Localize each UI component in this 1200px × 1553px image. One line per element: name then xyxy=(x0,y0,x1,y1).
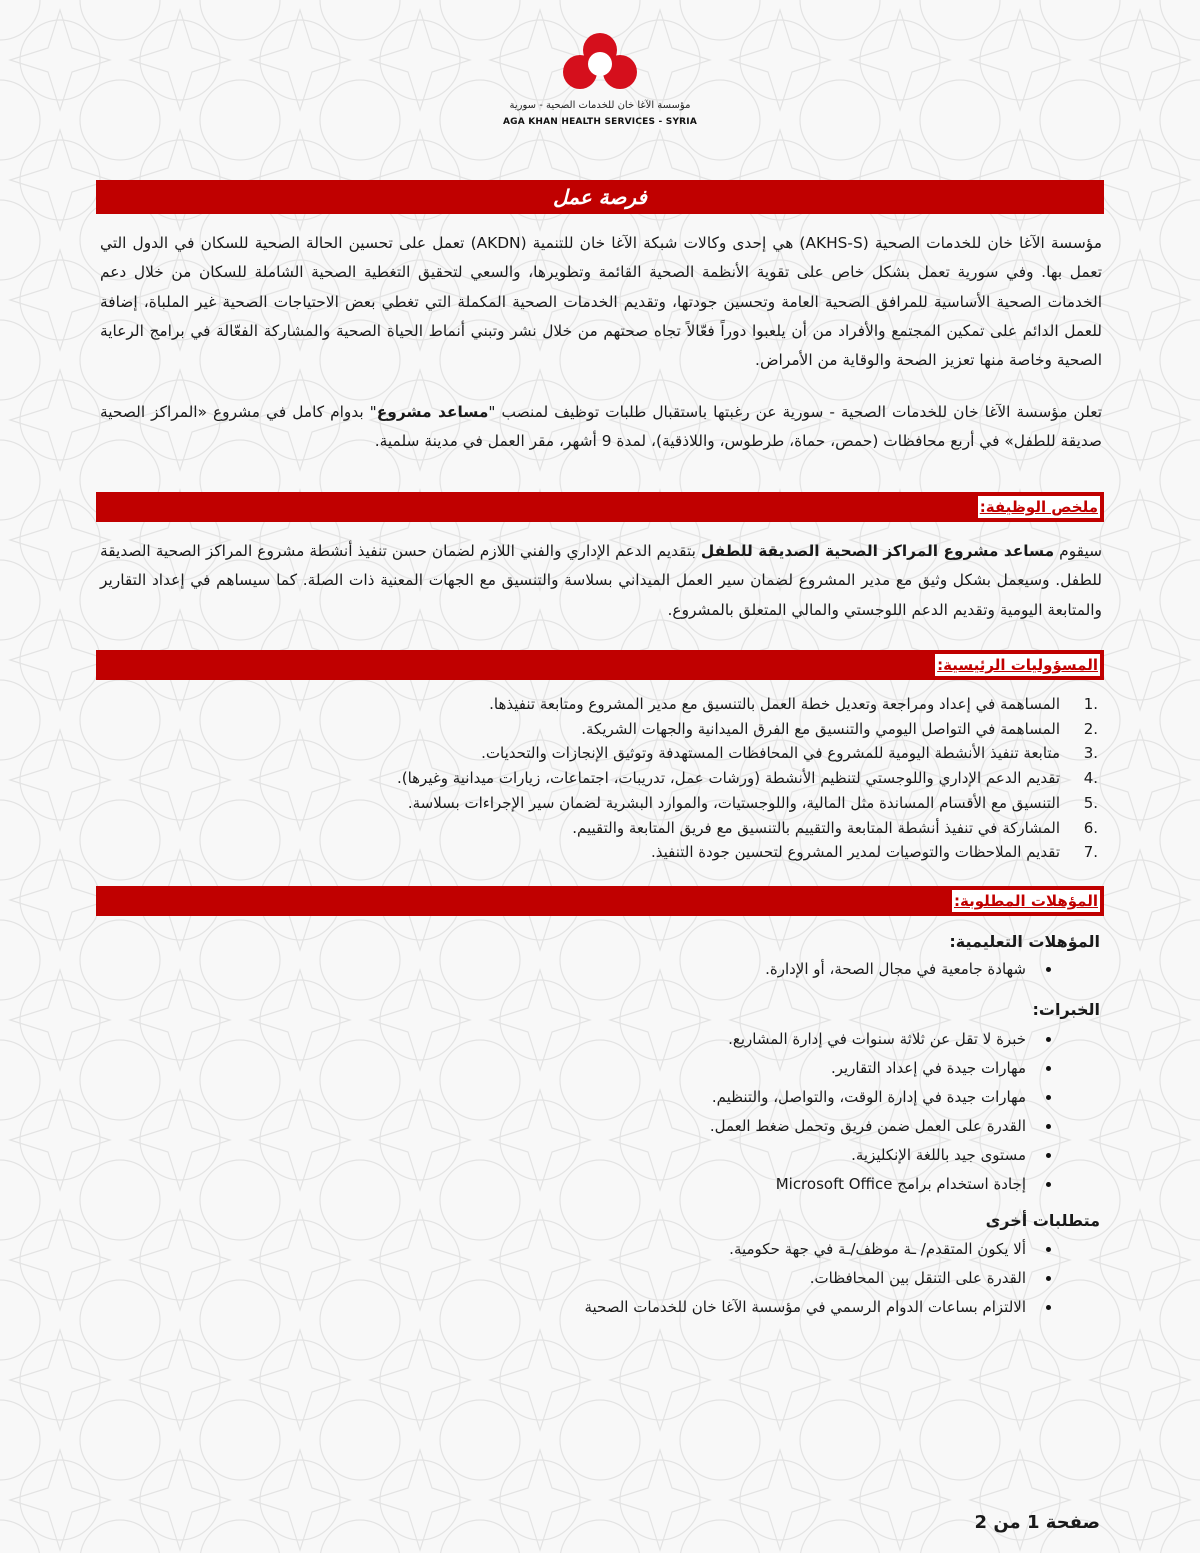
summary-paragraph: سيقوم مساعد مشروع المراكز الصحية الصديقة للطفل بتقديم الدعم الإداري والفني اللازم لضمان حسن تنفيذ أنشطة مشروع المراكز الصحية الصديقة للطفل. وسيعمل بشكل وثيق مع مدير المشروع لضمان سير العمل الميداني بسلاسة والتنسيق مع الجهات المعنية ذات الصلة. كما سيساهم في إعداد التقارير والمتابعة اليومية وتقديم الدعم اللوجستي والمالي المتعلق بالمشروع. xyxy=(100,542,1102,619)
summary-role: مساعد مشروع المراكز الصحية الصديقة للطفل xyxy=(700,542,1055,560)
list-item: 3. متابعة تنفيذ الأنشطة اليومية للمشروع في المحافظات المستهدفة وتوثيق الإنجازات والتحديات. xyxy=(481,744,1098,763)
education-list xyxy=(120,955,1100,984)
section-heading-qualifications: المؤهلات المطلوبة: xyxy=(953,892,1098,910)
list-item: ألا يكون المتقدم/ ـة موظف/ـة في جهة حكومية. xyxy=(120,1235,1100,1264)
other-requirements-heading: متطلبات أخرى xyxy=(985,1211,1100,1230)
list-item: مهارات جيدة في إعداد التقارير. xyxy=(120,1054,1100,1083)
list-item: الالتزام بساعات الدوام الرسمي في مؤسسة الآغا خان للخدمات الصحية xyxy=(120,1293,1100,1322)
page-number: صفحة 1 من 2 xyxy=(974,1512,1100,1533)
list-item: 4. تقديم الدعم الإداري واللوجستي لتنظيم الأنشطة (ورشات عمل، تدريبات، اجتماعات، زيارات ميدانية وغيرها). xyxy=(396,769,1098,788)
section-bar-qualifications xyxy=(96,886,1104,916)
list-item: 5. التنسيق مع الأقسام المساندة مثل المالية، واللوجستيات، والموارد البشرية لضمان سير الإجراءات بسلاسة. xyxy=(407,793,1098,812)
announcement-paragraph: تعلن مؤسسة الآغا خان للخدمات الصحية - سورية عن رغبتها باستقبال طلبات توظيف لمنصب "مساعد مشروع" بدوام كامل في مشروع «المراكز الصحية صديقة للطفل» في أربع محافظات (حمص، حماة، طرطوس، واللاذقية)، لمدة 9 أشهر، مقر العمل في مدينة سلمية. xyxy=(100,403,1103,451)
org-name-arabic: مؤسسة الآغا خان للخدمات الصحية - سورية xyxy=(509,100,691,111)
experience-list xyxy=(120,1025,1100,1199)
list-item: 1. المساهمة في إعداد ومراجعة وتعديل خطة العمل بالتنسيق مع مدير المشروع ومتابعة تنفيذها. xyxy=(489,695,1098,713)
experience-heading: الخبرات: xyxy=(1032,1000,1100,1019)
section-bar-summary xyxy=(96,492,1104,522)
list-item: مهارات جيدة في إدارة الوقت، والتواصل، والتنظيم. xyxy=(120,1083,1100,1112)
education-heading: المؤهلات التعليمية: xyxy=(949,932,1100,951)
list-item: 7. تقديم الملاحظات والتوصيات لمدير المشروع لتحسين جودة التنفيذ. xyxy=(650,843,1098,862)
section-heading-summary: ملخص الوظيفة: xyxy=(979,498,1098,516)
akhs-logo-icon xyxy=(558,30,642,96)
list-item: 2. المساهمة في التواصل اليومي والتنسيق مع الفرق الميدانية والجهات الشريكة. xyxy=(581,719,1098,738)
page-title: فرصة عمل xyxy=(96,180,1104,214)
list-item: القدرة على التنقل بين المحافظات. xyxy=(120,1264,1100,1293)
section-bar-responsibilities xyxy=(96,650,1104,680)
section-heading-responsibilities: المسؤوليات الرئيسية: xyxy=(937,656,1098,674)
intro-paragraph: مؤسسة الآغا خان للخدمات الصحية (AKHS-S) هي إحدى وكالات شبكة الآغا خان للتنمية (AKDN) تعمل على تحسين الحالة الصحية للسكان في الدول التي تعمل بها. وفي سورية تعمل بشكل خاص على تقوية الأنظمة الصحية القائمة وتطويرها، والسعي لتحقيق التغطية الصحية الشاملة للسكان من خلال دعم الخدمات الصحية الأساسية للمرافق الصحية العامة وتحسين جودتها، وتقديم الخدمات الصحية المكملة التي تغطي بعض الاحتياجات الصحية غير الملباة، إضافة للعمل الدائم على تمكين المجتمع والأفراد من أن يلعبوا دوراً فعّالاً تجاه صحتهم من خلال نشر وتبني أنماط الحياة الصحية والمشاركة الفعّالة في برامج الرعاية الصحية وخاصة منها تعزيز الصحة والوقاية من الأمراض. xyxy=(100,234,1103,370)
responsibilities-list xyxy=(120,692,1100,865)
other-requirements-list xyxy=(120,1235,1100,1322)
org-name-english: AGA KHAN HEALTH SERVICES - SYRIA xyxy=(502,117,698,127)
position-title: مساعد مشروع xyxy=(376,403,489,421)
logo xyxy=(0,30,1200,127)
list-item: إجادة استخدام برامج Microsoft Office xyxy=(120,1170,1100,1199)
list-item: شهادة جامعية في مجال الصحة، أو الإدارة. xyxy=(120,955,1100,984)
list-item: خبرة لا تقل عن ثلاثة سنوات في إدارة المشاريع. xyxy=(120,1025,1100,1054)
list-item: القدرة على العمل ضمن فريق وتحمل ضغط العمل. xyxy=(120,1112,1100,1141)
list-item: 6. المشاركة في تنفيذ أنشطة المتابعة والتقييم بالتنسيق مع فريق المتابعة والتقييم. xyxy=(572,818,1098,837)
list-item: مستوى جيد باللغة الإنكليزية. xyxy=(120,1141,1100,1170)
